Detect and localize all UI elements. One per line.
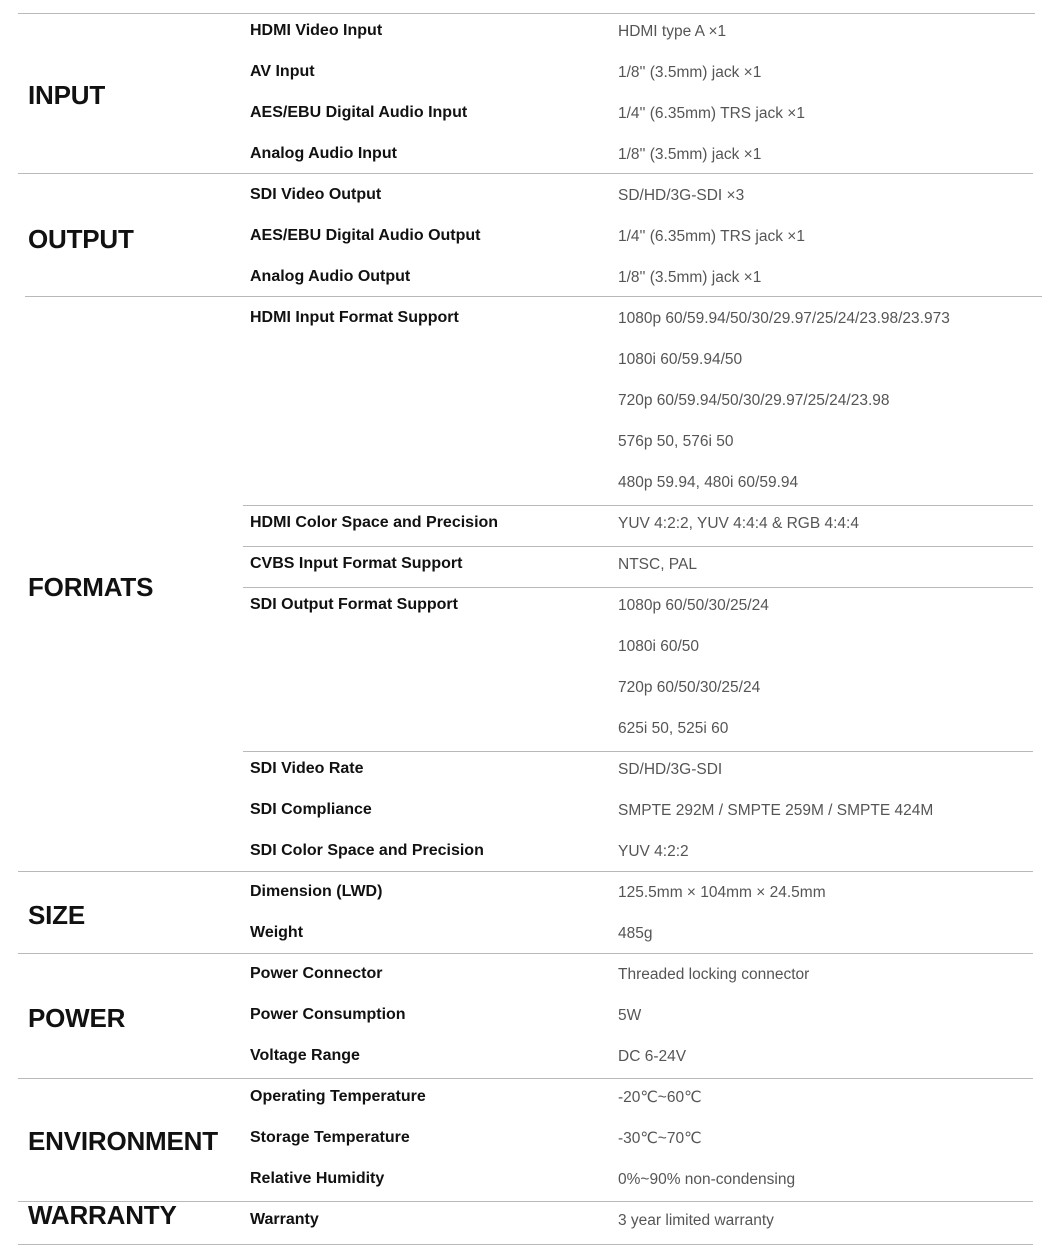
- section-title: ENVIRONMENT: [28, 1125, 218, 1156]
- subgroup-divider: [243, 546, 1033, 547]
- spec-value: 1/4'' (6.35mm) TRS jack ×1: [618, 105, 805, 122]
- section-divider: [18, 1078, 1033, 1079]
- spec-value: YUV 4:2:2: [618, 843, 689, 860]
- spec-value: NTSC, PAL: [618, 556, 697, 573]
- spec-value: -30℃~70℃: [618, 1130, 702, 1147]
- spec-label: HDMI Input Format Support: [250, 309, 459, 326]
- spec-value: HDMI type A ×1: [618, 23, 727, 40]
- spec-value: 480p 59.94, 480i 60/59.94: [618, 474, 799, 491]
- spec-label: SDI Compliance: [250, 801, 372, 818]
- spec-label: HDMI Color Space and Precision: [250, 514, 499, 531]
- spec-label: Voltage Range: [250, 1047, 360, 1064]
- subgroup-divider: [243, 751, 1033, 752]
- section-title: WARRANTY: [28, 1199, 177, 1230]
- spec-value: 1080p 60/50/30/25/24: [618, 597, 769, 614]
- spec-value: 1/8'' (3.5mm) jack ×1: [618, 146, 762, 163]
- spec-value: 720p 60/50/30/25/24: [618, 679, 761, 696]
- section-title: POWER: [28, 1002, 126, 1033]
- spec-value: 720p 60/59.94/50/30/29.97/25/24/23.98: [618, 392, 890, 409]
- spec-value: 1/8'' (3.5mm) jack ×1: [618, 64, 762, 81]
- spec-value: 0%~90% non-condensing: [618, 1171, 796, 1188]
- section-title: FORMATS: [28, 572, 154, 602]
- spec-label: Analog Audio Output: [250, 268, 411, 285]
- table-bottom-border: [18, 1244, 1033, 1245]
- spec-label: Analog Audio Input: [250, 145, 397, 162]
- subgroup-divider: [243, 587, 1033, 588]
- spec-label: Power Connector: [250, 965, 383, 982]
- spec-value: 1/4'' (6.35mm) TRS jack ×1: [618, 228, 805, 245]
- spec-value: 3 year limited warranty: [618, 1212, 774, 1229]
- spec-value: -20℃~60℃: [618, 1089, 702, 1106]
- spec-label: Relative Humidity: [250, 1170, 385, 1187]
- spec-label: SDI Output Format Support: [250, 596, 458, 613]
- section-divider: [18, 953, 1033, 954]
- section-divider: [25, 296, 1042, 297]
- spec-label: AES/EBU Digital Audio Input: [250, 104, 468, 121]
- spec-label: Weight: [250, 924, 304, 941]
- section-title: OUTPUT: [28, 223, 134, 254]
- section-divider: [18, 173, 1033, 174]
- spec-label: SDI Video Output: [250, 186, 382, 203]
- spec-value: 125.5mm × 104mm × 24.5mm: [618, 884, 826, 901]
- section-title: INPUT: [28, 80, 106, 110]
- spec-value: DC 6-24V: [618, 1048, 687, 1065]
- spec-label: Dimension (LWD): [250, 883, 383, 900]
- spec-value: 1080i 60/50: [618, 638, 700, 655]
- spec-value: SMPTE 292M / SMPTE 259M / SMPTE 424M: [618, 802, 934, 819]
- spec-label: Storage Temperature: [250, 1129, 410, 1146]
- subgroup-divider: [243, 505, 1033, 506]
- section-divider: [18, 13, 1035, 14]
- spec-value: 5W: [618, 1007, 642, 1024]
- spec-label: SDI Video Rate: [250, 760, 364, 777]
- spec-value: SD/HD/3G-SDI ×3: [618, 187, 745, 204]
- spec-value: 1080i 60/59.94/50: [618, 351, 743, 368]
- section-title: SIZE: [28, 900, 85, 930]
- spec-label: Power Consumption: [250, 1006, 406, 1023]
- spec-value: 485g: [618, 925, 653, 942]
- spec-label: CVBS Input Format Support: [250, 555, 463, 572]
- spec-label: SDI Color Space and Precision: [250, 842, 484, 859]
- spec-value: 576p 50, 576i 50: [618, 433, 734, 450]
- spec-value: 1080p 60/59.94/50/30/29.97/25/24/23.98/23.973: [618, 310, 950, 327]
- spec-value: YUV 4:2:2, YUV 4:4:4 & RGB 4:4:4: [618, 515, 859, 532]
- spec-label: AES/EBU Digital Audio Output: [250, 227, 481, 244]
- spec-label: AV Input: [250, 63, 315, 80]
- spec-label: HDMI Video Input: [250, 22, 383, 39]
- spec-value: 625i 50, 525i 60: [618, 720, 729, 737]
- spec-value: Threaded locking connector: [618, 966, 810, 983]
- spec-label: Warranty: [250, 1211, 319, 1228]
- spec-label: Operating Temperature: [250, 1088, 426, 1105]
- spec-value: 1/8'' (3.5mm) jack ×1: [618, 269, 762, 286]
- spec-value: SD/HD/3G-SDI: [618, 761, 723, 778]
- section-divider: [18, 871, 1033, 872]
